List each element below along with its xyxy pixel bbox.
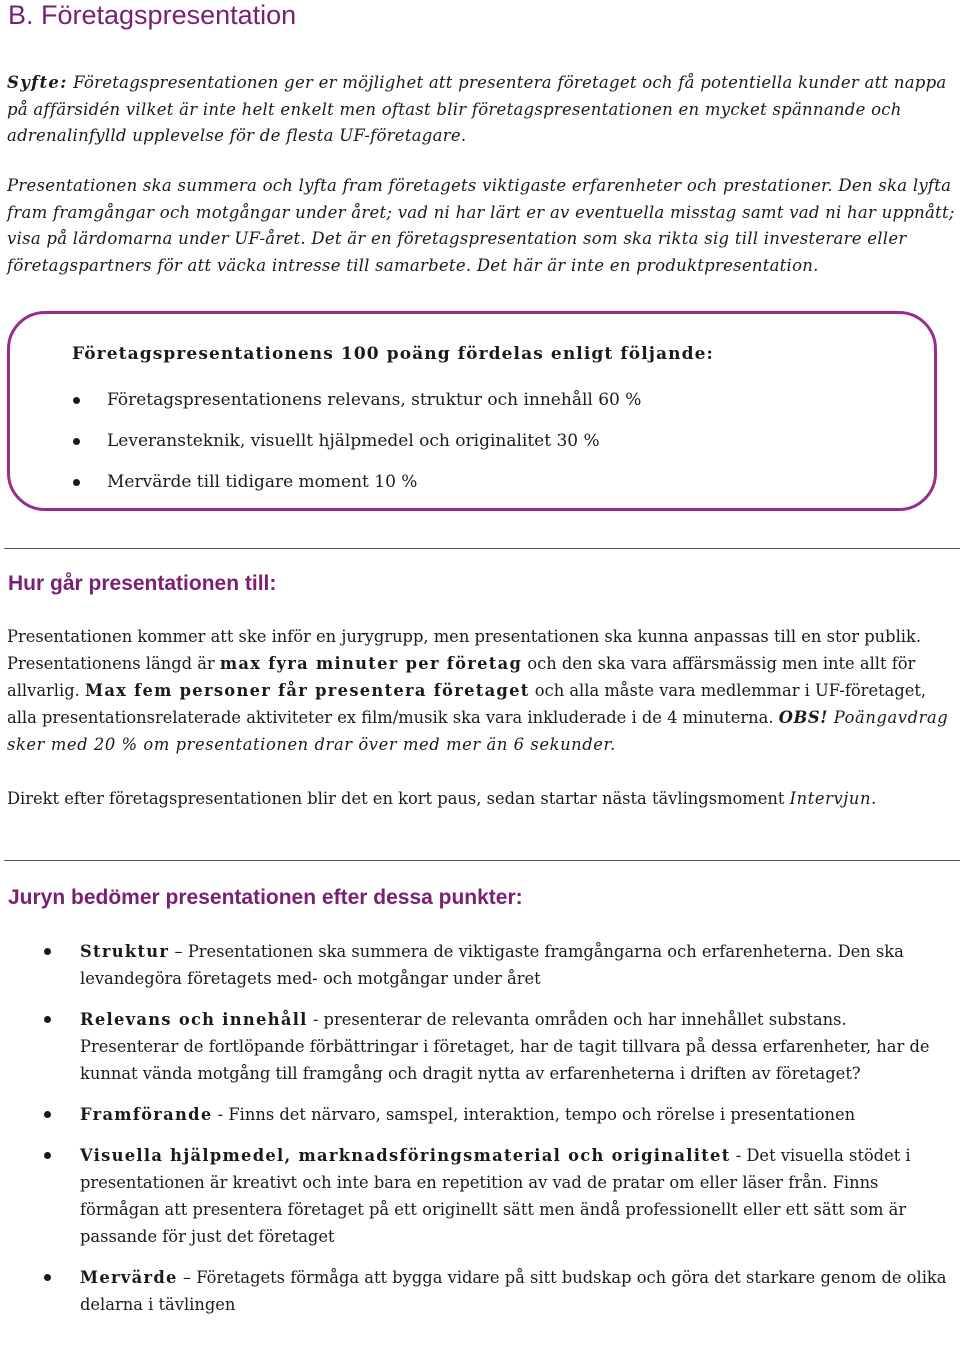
separator: – (177, 1268, 197, 1287)
section-heading-jury: Juryn bedömer presentationen efter dessa punkter: (8, 886, 523, 909)
list-item (0, 1006, 960, 1087)
points-box (7, 311, 937, 511)
after-paragraph (7, 785, 955, 812)
syfte-label: Syfte: (7, 73, 68, 92)
max-persons-text: Max fem personer får presentera företaget (85, 681, 530, 700)
list-item (10, 390, 641, 431)
criterion-text: Finns det närvaro, samspel, interaktion, tempo och rörelse i presentationen (228, 1105, 856, 1124)
separator: - (307, 1010, 324, 1029)
list-item-text: Leveransteknik, visuellt hjälpmedel och originalitet 30 % (107, 431, 600, 451)
list-item (10, 472, 641, 511)
bullet-icon (44, 1152, 51, 1159)
criterion-term: Relevans och innehåll (80, 1010, 308, 1029)
list-item-text: Företagspresentationens relevans, struktur och innehåll 60 % (107, 390, 642, 410)
syfte-text: Företagspresentationen ger er möjlighet att presentera företaget och få potentiella kunder att nappa på affärsidén vilket är inte helt enkelt men oftast blir företagspresentationen en mycket spännande och adrenalinfylld upplevelse för de flesta UF-företagare. (7, 73, 947, 146)
points-box-heading: Företagspresentationens 100 poäng fördelas enligt följande: (72, 344, 714, 364)
list-item (0, 1101, 960, 1128)
syfte-paragraph (7, 70, 955, 150)
text-run: Presentationen kommer att ske inför en jurygrupp, men presentationen ska kunna anpassas till en stor publik. Presentationens längd är (7, 627, 922, 673)
page-title: B. Företagspresentation (8, 0, 297, 30)
criterion-text: Det visuella stödet i presentationen är kreativt och inte bara en repetition av vad de pratar om eller läser från. Finns förmågan att presentera företaget på ett originellt sätt men ändå professionellt eller ett sätt som är passande för just det företaget (80, 1146, 911, 1246)
bullet-icon (44, 1016, 51, 1023)
separator: – (169, 942, 188, 961)
points-list (10, 390, 641, 511)
separator: - (730, 1146, 747, 1165)
bullet-icon (73, 397, 80, 404)
bullet-icon (44, 1274, 51, 1281)
text-run: Direkt efter företagspresentationen blir det en kort paus, sedan startar nästa tävlingsmoment (7, 789, 790, 808)
interview-text: Intervjun. (789, 789, 877, 808)
criterion-text: presenterar de relevanta områden och har innehållet substans. Presenterar de fortlöpande förbättringar i företaget, har de tagit tillvara på dessa erfarenheter, har de kunnat vända motgång till framgång och dragit nytta av erfarenheterna i driften av företaget? (80, 1010, 930, 1083)
criterion-term: Visuella hjälpmedel, marknadsföringsmaterial och originalitet (80, 1146, 731, 1165)
list-item (0, 1264, 960, 1318)
list-item (0, 938, 960, 992)
how-paragraph (7, 623, 955, 758)
divider (4, 860, 960, 861)
bullet-icon (73, 479, 80, 486)
presentation-description: Presentationen ska summera och lyfta fram företagets viktigaste erfarenheter och prestationer. Den ska lyfta fram framgångar och motgångar under året; vad ni har lärt er av eventuella misstag samt vad ni har uppnått; visa på lärdomarna under UF-året. Det är en företagspresentation som ska rikta sig till investerare eller företagspartners för att väcka intresse till samarbete. Det här är inte en produktpresentation. (7, 176, 955, 276)
criterion-term: Mervärde (80, 1268, 178, 1287)
divider (4, 548, 960, 549)
criterion-term: Framförande (80, 1105, 213, 1124)
text-run: och alla måste vara medlemmar i UF-företaget, alla presentationsrelaterade aktiviteter ex film/musik ska vara inkluderade i de 4 minuterna. (7, 681, 927, 727)
list-item (10, 431, 641, 472)
obs-text: Poängavdrag sker med 20 % om presentationen drar över med mer än 6 sekunder. (7, 708, 949, 754)
list-item (0, 1142, 960, 1250)
separator: - (212, 1105, 229, 1124)
criterion-text: Presentationen ska summera de viktigaste framgångarna och erfarenheterna. Den ska levandegöra företagets med- och motgångar under året (80, 942, 904, 988)
bullet-icon (44, 948, 51, 955)
criterion-text: Företagets förmåga att bygga vidare på sitt budskap och göra det starkare genom de olika delarna i tävlingen (80, 1268, 947, 1314)
section-heading-how: Hur går presentationen till: (8, 572, 277, 595)
text-run: och den ska vara affärsmässig men inte allt för allvarlig. (7, 654, 916, 700)
bullet-icon (73, 438, 80, 445)
list-item-text: Mervärde till tidigare moment 10 % (107, 472, 418, 492)
obs-label: OBS! (778, 708, 828, 727)
bullet-icon (44, 1111, 51, 1118)
criteria-list (0, 938, 960, 1332)
criterion-term: Struktur (80, 942, 170, 961)
max-time-text: max fyra minuter per företag (219, 654, 523, 673)
